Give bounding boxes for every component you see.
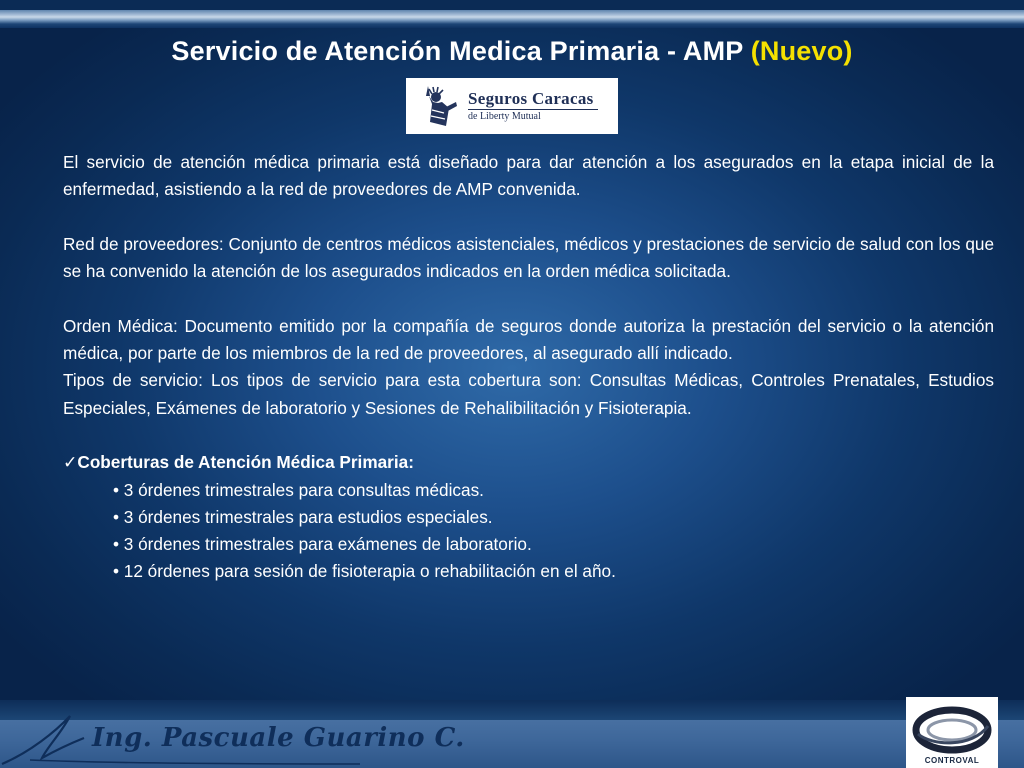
paragraph-medical-order: Orden Médica: Documento emitido por la compañía de seguros donde autoriza la prestación del servicio o la atención médica, por parte de los miembros de la red de proveedores, al asegurado allí indicado. bbox=[63, 315, 994, 364]
coverage-item: • 3 órdenes trimestrales para consultas médicas. bbox=[113, 479, 484, 500]
slide-body bbox=[63, 149, 994, 586]
statue-of-liberty-icon bbox=[416, 82, 460, 130]
logo-subtitle: de Liberty Mutual bbox=[468, 111, 541, 122]
controval-logo bbox=[906, 697, 998, 768]
paragraph-service-types: Tipos de servicio: Los tipos de servicio para esta cobertura son: Consultas Médicas, Controles Prenatales, Estudios Especiales, Exámenes de laboratorio y Sesiones de Rehalibilitación y Fisioterapia. bbox=[63, 370, 994, 418]
coverage-item: • 3 órdenes trimestrales para exámenes de laboratorio. bbox=[113, 534, 532, 555]
coverage-heading: ✓Coberturas de Atención Médica Primaria: bbox=[63, 452, 414, 473]
coverage-item: • 3 órdenes trimestrales para estudios especiales. bbox=[113, 506, 493, 527]
logo-brand: Seguros Caracas bbox=[468, 89, 594, 108]
title-accent: (Nuevo) bbox=[750, 36, 853, 66]
slide-title bbox=[0, 36, 1024, 67]
title-main: Servicio de Atención Medica Primaria - AMP bbox=[171, 36, 751, 66]
paragraph-intro: El servicio de atención médica primaria está diseñado para dar atención a los asegurados en la etapa inicial de la enfermedad, asistiendo a la red de proveedores de AMP convenida. bbox=[63, 152, 994, 200]
author-signature: Ing. Pascuale Guarino C. bbox=[92, 723, 465, 753]
coverage-list bbox=[63, 477, 994, 586]
controval-brand: CONTROVAL bbox=[924, 756, 980, 765]
spacer bbox=[63, 285, 994, 312]
paragraph-provider-network: Red de proveedores: Conjunto de centros médicos asistenciales, médicos y prestaciones de servicio de salud con los que se ha convenido la atención de los asegurados indicados en la orden médica solicitada. bbox=[63, 233, 994, 282]
coverage-item: • 12 órdenes para sesión de fisioterapia o rehabilitación en el año. bbox=[113, 561, 616, 582]
seguros-caracas-logo bbox=[406, 78, 618, 134]
top-decorative-band bbox=[0, 0, 1024, 28]
logo-text bbox=[468, 90, 598, 122]
spacer bbox=[63, 204, 994, 231]
controval-ring-icon bbox=[912, 704, 992, 756]
logo-rule bbox=[468, 109, 598, 110]
spacer bbox=[63, 422, 994, 449]
